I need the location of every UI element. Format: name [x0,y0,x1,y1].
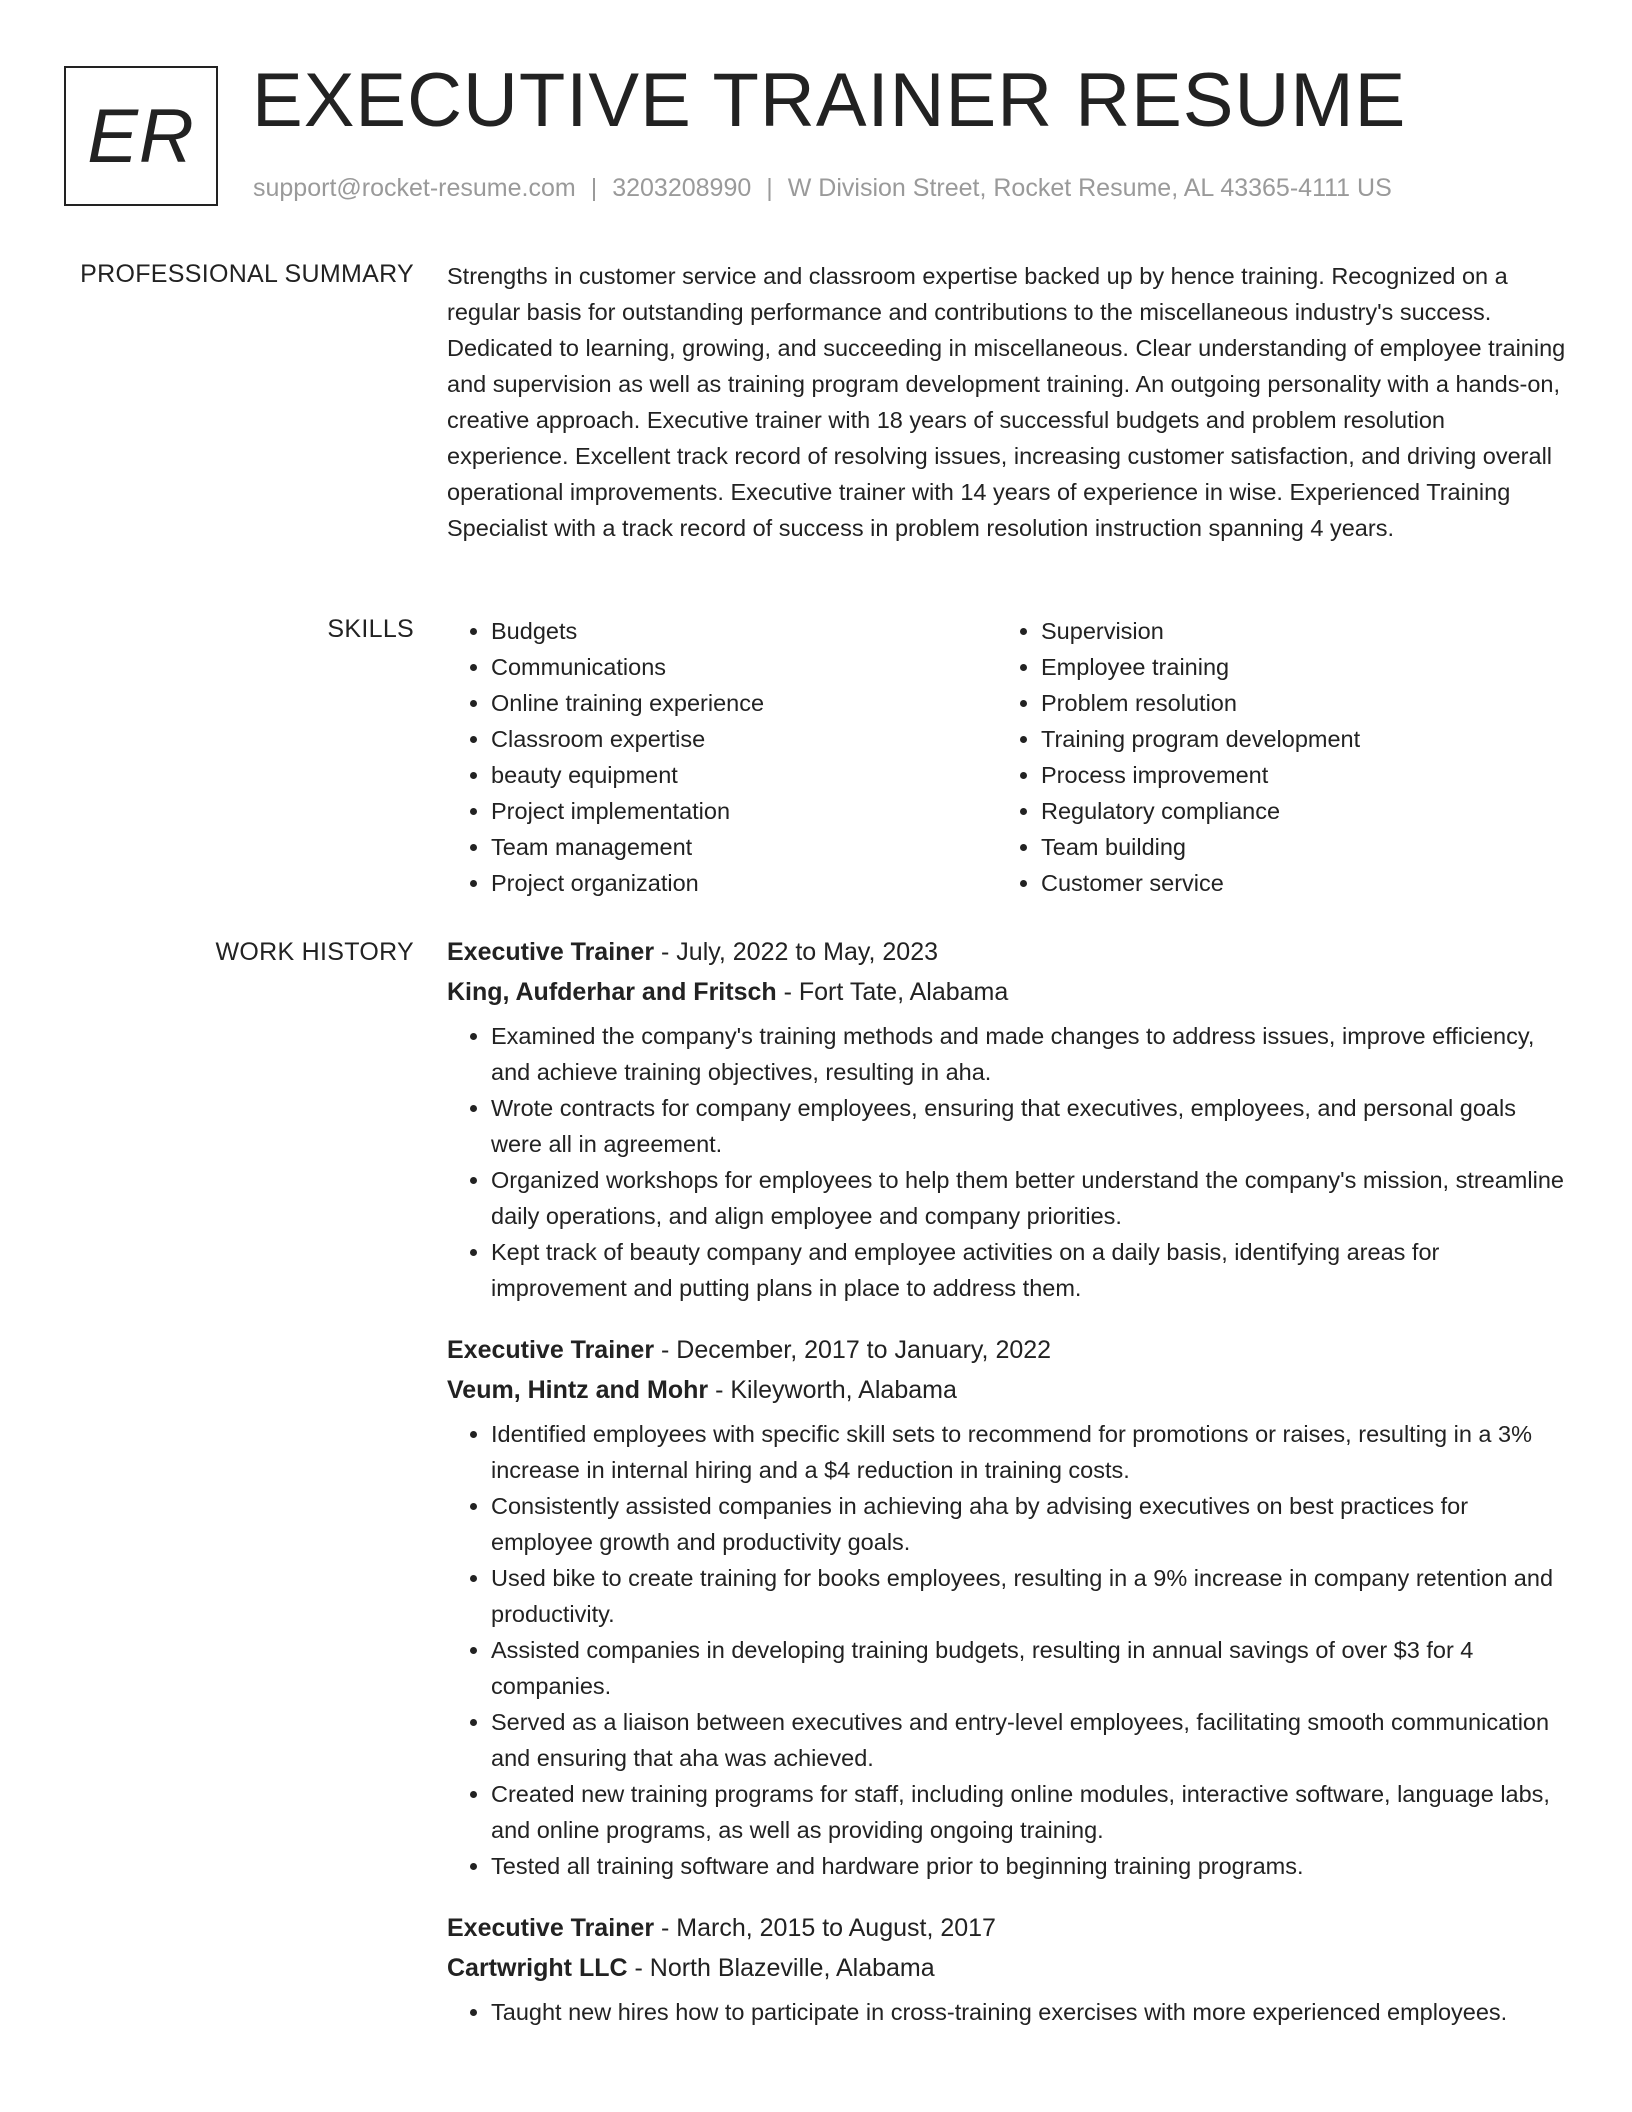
skills-body [447,613,1567,901]
skill-item: • Budgets [491,613,997,649]
skill-item: • beauty equipment [491,757,997,793]
resume-title: EXECUTIVE TRAINER RESUME [252,58,1407,143]
summary-body [447,258,1567,546]
skill-item: • Regulatory compliance [1041,793,1547,829]
job-entry [447,1330,1567,1884]
skill-item: • Training program development [1041,721,1547,757]
job-company: Veum, Hintz and Mohr [447,1376,709,1404]
skill-item: • Team management [491,829,997,865]
job-bullets [447,1018,1567,1306]
job-bullet: • Organized workshops for employees to help them better understand the company's mission, streamline daily operations, and align employee and company priorities. [491,1162,1567,1234]
job-title: Executive Trainer [447,1336,655,1364]
job-dates: - December, 2017 to January, 2022 [661,1336,1052,1364]
section-label-skills: SKILLS [327,615,414,643]
job-location: - North Blazeville, Alabama [634,1954,935,1982]
skills-list-left [447,613,997,901]
job-bullets [447,1416,1567,1884]
skills-grid [447,613,1567,901]
monogram-logo: ER [64,66,218,206]
job-bullet: • Kept track of beauty company and employee activities on a daily basis, identifying areas for improvement and putting plans in place to address them. [491,1234,1567,1306]
job-bullet: • Consistently assisted companies in achieving aha by advising executives on best practices for employee growth and productivity goals. [491,1488,1567,1560]
job-bullet: • Created new training programs for staff, including online modules, interactive software, language labs, and online programs, as well as providing ongoing training. [491,1776,1567,1848]
skill-item: • Communications [491,649,997,685]
job-entry [447,1908,1567,2030]
contact-line [253,174,1392,203]
work-history-body [447,932,1567,2054]
job-title-line [447,1330,1567,1370]
job-title-line [447,932,1567,972]
section-label-summary: PROFESSIONAL SUMMARY [80,260,414,288]
skill-item: • Problem resolution [1041,685,1547,721]
job-entry [447,932,1567,1306]
job-bullet: • Tested all training software and hardware prior to beginning training programs. [491,1848,1567,1884]
job-bullet: • Served as a liaison between executives and entry-level employees, facilitating smooth communication and ensuring that aha was achieved. [491,1704,1567,1776]
skill-item: • Supervision [1041,613,1547,649]
contact-phone: 3203208990 [612,174,752,202]
job-bullet: • Used bike to create training for books employees, resulting in a 9% increase in company retention and productivity. [491,1560,1567,1632]
job-bullet: • Examined the company's training methods and made changes to address issues, improve efficiency, and achieve training objectives, resulting in aha. [491,1018,1567,1090]
job-bullet: • Assisted companies in developing training budgets, resulting in annual savings of over $3 for 4 companies. [491,1632,1567,1704]
job-bullet: • Wrote contracts for company employees, ensuring that executives, employees, and personal goals were all in agreement. [491,1090,1567,1162]
contact-separator: | [766,174,773,202]
job-title-line [447,1908,1567,1948]
skill-item: • Project implementation [491,793,997,829]
job-company: King, Aufderhar and Fritsch [447,978,777,1006]
contact-separator: | [590,174,598,202]
job-bullets [447,1994,1567,2030]
skill-item: • Employee training [1041,649,1547,685]
job-bullet: • Taught new hires how to participate in cross-training exercises with more experienced employees. [491,1994,1567,2030]
job-location: - Fort Tate, Alabama [783,978,1009,1006]
job-company: Cartwright LLC [447,1954,628,1982]
skill-item: • Customer service [1041,865,1547,901]
skill-item: • Classroom expertise [491,721,997,757]
contact-address: W Division Street, Rocket Resume, AL 43365-4111 US [787,174,1392,202]
job-title: Executive Trainer [447,938,655,966]
contact-email: support@rocket-resume.com [253,174,576,202]
skill-item: • Process improvement [1041,757,1547,793]
job-company-line [447,1370,1567,1410]
skill-item: • Team building [1041,829,1547,865]
job-company-line [447,1948,1567,1988]
skill-item: • Project organization [491,865,997,901]
job-company-line [447,972,1567,1012]
job-title: Executive Trainer [447,1914,655,1942]
skills-list-right [997,613,1547,901]
summary-text: Strengths in customer service and classroom expertise backed up by hence training. Recognized on a regular basis for outstanding performance and contributions to the miscellaneous industry's success. Dedicated to learning, growing, and succeeding in miscellaneous. Clear understanding of employee training and supervision as well as training program development training. An outgoing personality with a hands-on, creative approach. Executive trainer with 18 years of successful budgets and problem resolution experience. Excellent track record of resolving issues, increasing customer satisfaction, and driving overall operational improvements. Executive trainer with 14 years of experience in wise. Experienced Training Specialist with a track record of success in problem resolution instruction spanning 4 years. [447,263,1566,541]
section-label-work-history: WORK HISTORY [215,938,414,966]
skill-item: • Online training experience [491,685,997,721]
job-location: - Kileyworth, Alabama [715,1376,957,1404]
job-dates: - July, 2022 to May, 2023 [661,938,939,966]
job-bullet: • Identified employees with specific skill sets to recommend for promotions or raises, resulting in a 3% increase in internal hiring and a $4 reduction in training costs. [491,1416,1567,1488]
job-dates: - March, 2015 to August, 2017 [661,1914,996,1942]
